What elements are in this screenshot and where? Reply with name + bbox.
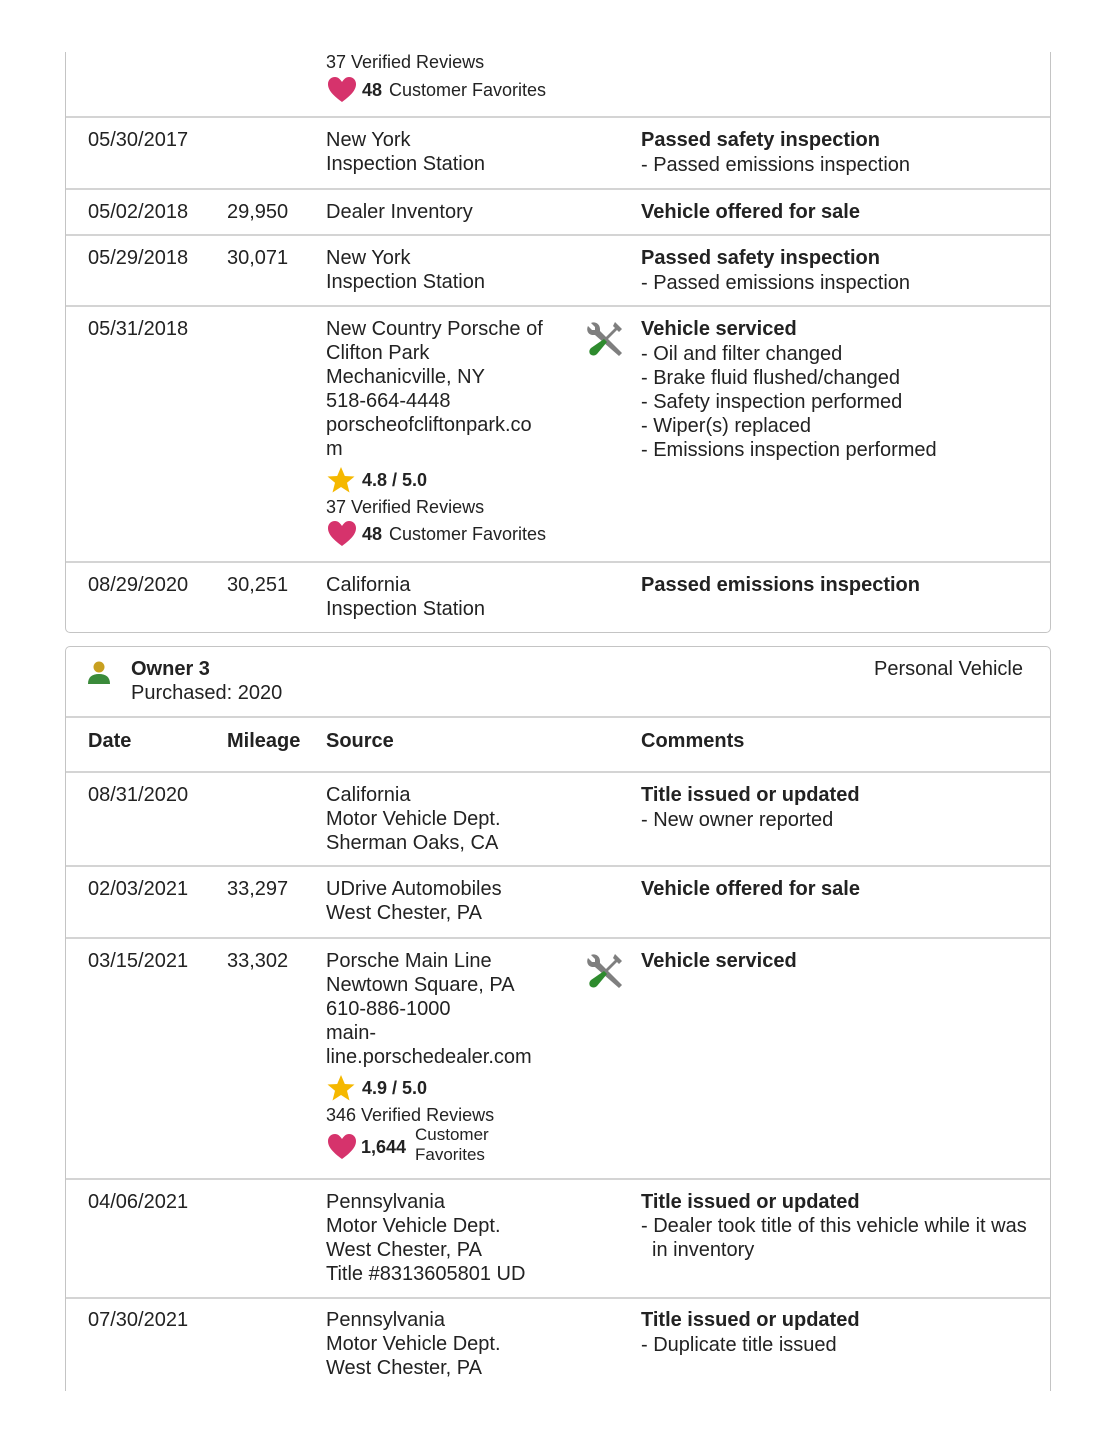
row-comment-details: - Passed emissions inspection [641,272,911,294]
favorites-count: 1,644 [361,1137,407,1157]
row-date: 08/31/2020 [88,784,189,806]
column-header-mileage: Mileage [227,730,301,752]
row-comment-title: Title issued or updated [641,784,860,806]
row-divider [66,1178,1050,1180]
owner3-card [65,646,1051,1391]
row-source: Pennsylvania Motor Vehicle Dept. West Chester, PA [326,1309,501,1379]
row-mileage: 30,251 [227,574,289,596]
row-date: 05/02/2018 [88,201,189,223]
heart-icon [327,1133,357,1161]
owner-purchased: Purchased: 2020 [131,682,283,704]
favorites-label-line1: Customer [415,1125,489,1144]
row-date: 05/31/2018 [88,318,189,340]
favorites-label: Customer Favorites [389,80,547,100]
row-comment-details: - Dealer took title of this vehicle while it was in inventory [641,1215,1027,1261]
favorites-count: 48 [362,80,383,100]
row-comment-title: Passed safety inspection [641,129,880,151]
row-source: California Inspection Station [326,574,485,620]
row-comment-title: Vehicle offered for sale [641,878,860,900]
favorites-label-line2: Favorites [415,1145,485,1164]
row-mileage: 33,297 [227,878,289,900]
dealer-reviews: 37 Verified Reviews [326,497,485,517]
row-comment-title: Passed safety inspection [641,247,880,269]
row-mileage: 33,302 [227,950,289,972]
row-divider [66,561,1050,563]
row-divider [66,865,1050,867]
person-icon [86,660,112,686]
row-date: 07/30/2021 [88,1309,189,1331]
row-divider [66,771,1050,773]
wrench-screwdriver-icon [585,952,625,992]
row-source: New Country Porsche of Clifton Park Mechanicville, NY 518-664-4448 porscheofcliftonpark.co m [326,318,543,460]
row-divider [66,305,1050,307]
dealer-reviews: 37 Verified Reviews [326,52,485,72]
row-source: Porsche Main Line Newtown Square, PA 610-886-1000 main- line.porschedealer.com [326,950,532,1068]
owner-name: Owner 3 [131,658,210,680]
row-divider [66,116,1050,118]
row-date: 04/06/2021 [88,1191,189,1213]
row-source: UDrive Automobiles West Chester, PA [326,878,502,924]
heart-icon [327,76,357,104]
row-comment-title: Title issued or updated [641,1309,860,1331]
row-comment-title: Vehicle serviced [641,950,797,972]
row-source: New York Inspection Station [326,247,485,293]
row-comment-title: Vehicle serviced [641,318,797,340]
row-divider [66,1297,1050,1299]
header-divider [66,716,1050,718]
row-divider [66,188,1050,190]
heart-icon [327,520,357,548]
dealer-rating: 4.8 / 5.0 [362,470,428,490]
wrench-screwdriver-icon [585,320,625,360]
row-date: 05/30/2017 [88,129,189,151]
column-header-date: Date [88,730,132,752]
dealer-reviews: 346 Verified Reviews [326,1105,495,1125]
owner-vehicle-type: Personal Vehicle [874,658,1023,680]
row-comment-details: - Duplicate title issued [641,1334,837,1356]
row-date: 08/29/2020 [88,574,189,596]
row-source: Pennsylvania Motor Vehicle Dept. West Chester, PA Title #8313605801 UD [326,1191,526,1285]
row-source: California Motor Vehicle Dept. Sherman Oaks, CA [326,784,501,854]
row-comment-details: - New owner reported [641,809,834,831]
row-divider [66,234,1050,236]
row-divider [66,937,1050,939]
row-comment-title: Vehicle offered for sale [641,201,860,223]
row-source: New York Inspection Station [326,129,485,175]
row-mileage: 29,950 [227,201,289,223]
column-header-source: Source [326,730,394,752]
row-comment-title: Passed emissions inspection [641,574,920,596]
row-comment-title: Title issued or updated [641,1191,860,1213]
favorites-count: 48 [362,524,383,544]
row-date: 02/03/2021 [88,878,189,900]
favorites-label: Customer Favorites [389,524,547,544]
column-header-comments: Comments [641,730,745,752]
row-mileage: 30,071 [227,247,289,269]
row-comment-details: - Passed emissions inspection [641,154,911,176]
row-source: Dealer Inventory [326,201,473,223]
row-date: 05/29/2018 [88,247,189,269]
row-comment-details: - Oil and filter changed - Brake fluid flushed/changed - Safety inspection performed - Wiper(s) replaced - Emissions inspection performed [641,343,937,461]
dealer-rating: 4.9 / 5.0 [362,1078,428,1098]
star-icon [326,466,356,494]
row-date: 03/15/2021 [88,950,189,972]
star-icon [326,1074,356,1102]
